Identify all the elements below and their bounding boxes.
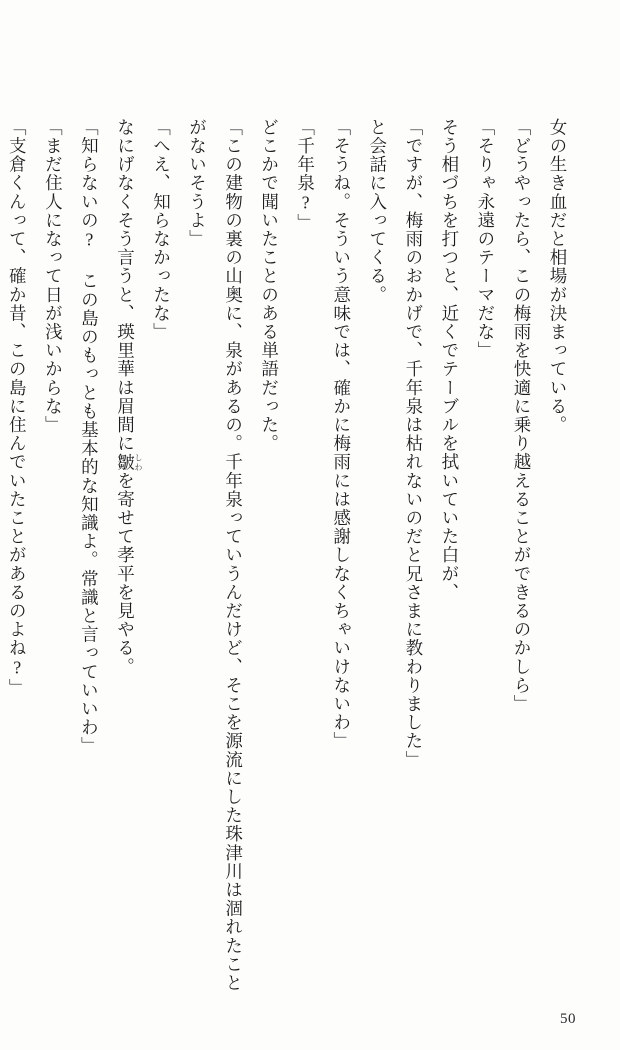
ruby-annotation [115,452,143,472]
page-number: 50 [560,1011,576,1027]
paragraph: 「知らないの? この島のもっとも基本的な知識よ。常識と言っていいわ」 [79,118,100,756]
paragraph-with-ruby [107,118,143,998]
paragraph-text-before-ruby: なにげなくそう言うと、瑛里華は眉間に [115,118,136,453]
ruby-base: 皺 [115,452,136,472]
paragraph: と会話に入ってくる。 [367,118,388,304]
paragraph: 「まだ住人になって日が浅いからな」 [43,118,64,435]
paragraph: 「そりゃ永遠のテーマだな」 [475,118,496,360]
paragraph: 「どうやったら、この梅雨を快適に乗り越えることができるのかしら」 [511,118,532,714]
paragraph-text-after-ruby: を寄せて孝平を見やる。 [115,471,136,677]
vertical-text-body [7,118,576,998]
paragraph: 「千年泉?」 [295,118,316,233]
paragraph: 「この建物の裏の山奥に、泉があるの。千年泉っていうんだけど、そこを源流にした珠津川は涸れたことがないそうよ」 [187,118,244,993]
paragraph: 女の生き血だと相場が決まっている。 [548,118,568,435]
paragraph: 「へえ、知らなかったな」 [151,118,172,342]
paragraph: 「ですが、梅雨のおかげで、千年泉は枯れないのだと兄さまに教わりました」 [403,118,424,769]
paragraph: そう相づちを打つと、近くでテーブルを拭いていた白が、 [439,118,460,602]
ruby-reading: しわ [133,452,143,472]
paragraph: 「そうね。そういう意味では、確かに梅雨には感謝しなくちゃいけないわ」 [331,118,352,751]
paragraph: 「支倉くんって、確か昔、この島に住んでいたことがあるのよね?」 [7,118,28,698]
paragraph: どこかで聞いたことのある単語だった。 [259,118,280,453]
